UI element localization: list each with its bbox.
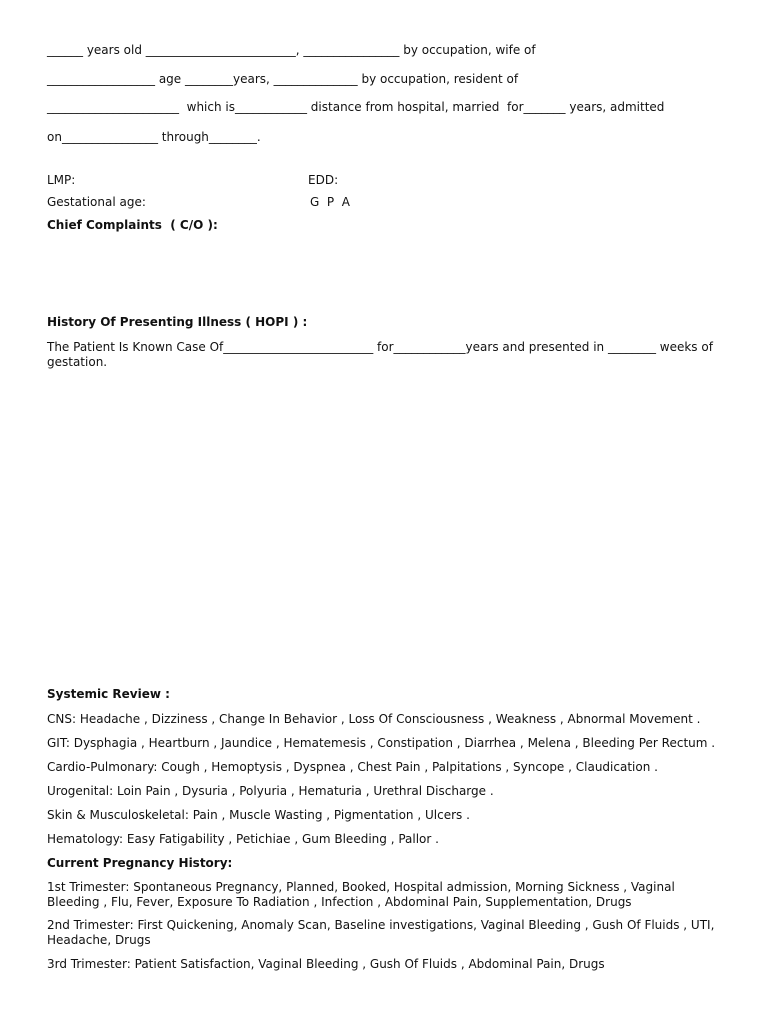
intro-line-1: ______ years old _________________________, ________________ by occupation, wife of: [47, 43, 536, 57]
systemic-review-skin-musculoskeletal: Skin & Musculoskeletal: Pain , Muscle Wasting , Pigmentation , Ulcers .: [47, 808, 470, 822]
edd-label: EDD:: [308, 173, 339, 187]
systemic-review-hematology: Hematology: Easy Fatigability , Petichiae , Gum Bleeding , Pallor .: [47, 832, 439, 846]
first-trimester-text: 1st Trimester: Spontaneous Pregnancy, Planned, Booked, Hospital admission, Morning Sickness , Vaginal Bleeding , Flu, Fever, Exposure To Radiation , Infection , Abdominal Pain, Supplementation, Drugs: [47, 880, 675, 909]
systemic-review-heading: Systemic Review :: [47, 687, 170, 701]
hopi-text: The Patient Is Known Case Of_________________________ for____________years and presented in ________ weeks of gestation.: [47, 340, 713, 369]
pregnancy-history-heading: Current Pregnancy History:: [47, 856, 233, 870]
chief-complaints-heading: Chief Complaints ( C/O ):: [47, 218, 218, 232]
hopi-heading: History Of Presenting Illness ( HOPI ) :: [47, 315, 308, 329]
intro-line-2: __________________ age ________years, ______________ by occupation, resident of: [47, 72, 519, 86]
systemic-review-urogenital: Urogenital: Loin Pain , Dysuria , Polyuria , Hematuria , Urethral Discharge .: [47, 784, 494, 798]
gestational-age-label: Gestational age:: [47, 195, 146, 209]
systemic-review-git: GIT: Dysphagia , Heartburn , Jaundice , Hematemesis , Constipation , Diarrhea , Melena , Bleeding Per Rectum .: [47, 736, 716, 750]
second-trimester-text: 2nd Trimester: First Quickening, Anomaly Scan, Baseline investigations, Vaginal Bleeding , Gush Of Fluids , UTI, Headache, Drugs: [47, 918, 715, 947]
gpa-label: G P A: [310, 195, 351, 209]
third-trimester-text: 3rd Trimester: Patient Satisfaction, Vaginal Bleeding , Gush Of Fluids , Abdominal Pain, Drugs: [47, 957, 605, 971]
systemic-review-cns: CNS: Headache , Dizziness , Change In Behavior , Loss Of Consciousness , Weakness , Abnormal Movement .: [47, 712, 701, 726]
systemic-review-cardio-pulmonary: Cardio-Pulmonary: Cough , Hemoptysis , Dyspnea , Chest Pain , Palpitations , Syncope , Claudication .: [47, 760, 658, 774]
lmp-label: LMP:: [47, 173, 76, 187]
intro-line-4: on________________ through________.: [47, 130, 261, 144]
intro-line-3: ______________________ which is____________ distance from hospital, married for_______ years, admitted: [47, 100, 665, 114]
